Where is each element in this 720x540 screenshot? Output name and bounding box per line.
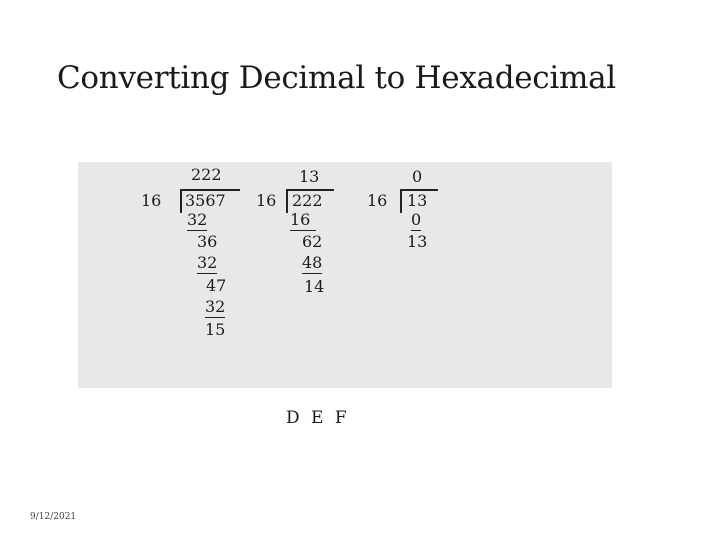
final-remainder: 13: [407, 232, 428, 251]
slide-title: Converting Decimal to Hexadecimal: [57, 60, 616, 96]
division-bracket: [286, 189, 288, 213]
step-remainder: 62: [302, 232, 323, 251]
slide-date: 9/12/2021: [30, 512, 77, 522]
step-subtrahend: 0: [411, 210, 422, 229]
divisor: 16: [256, 191, 277, 210]
dividend: 13: [407, 191, 428, 210]
step-subtrahend: 16: [290, 210, 316, 231]
dividend: 3567: [185, 191, 226, 210]
dividend: 222: [292, 191, 323, 210]
step-subtrahend: 32: [205, 297, 226, 316]
quotient: 222: [191, 165, 222, 184]
step-subtrahend: 48: [302, 253, 323, 272]
division-bracket: [180, 189, 182, 213]
step-remainder: 47: [206, 276, 227, 295]
divisor: 16: [141, 191, 162, 210]
final-remainder: 15: [205, 320, 226, 339]
division-bracket: [400, 189, 402, 213]
divisor: 16: [367, 191, 388, 210]
step-subtrahend: 32: [187, 210, 208, 229]
final-remainder: 14: [304, 277, 325, 296]
hex-result: D E F: [286, 408, 350, 428]
step-remainder: 36: [197, 232, 218, 251]
quotient: 13: [299, 167, 320, 186]
step-subtrahend: 32: [197, 253, 218, 272]
quotient: 0: [412, 167, 423, 186]
